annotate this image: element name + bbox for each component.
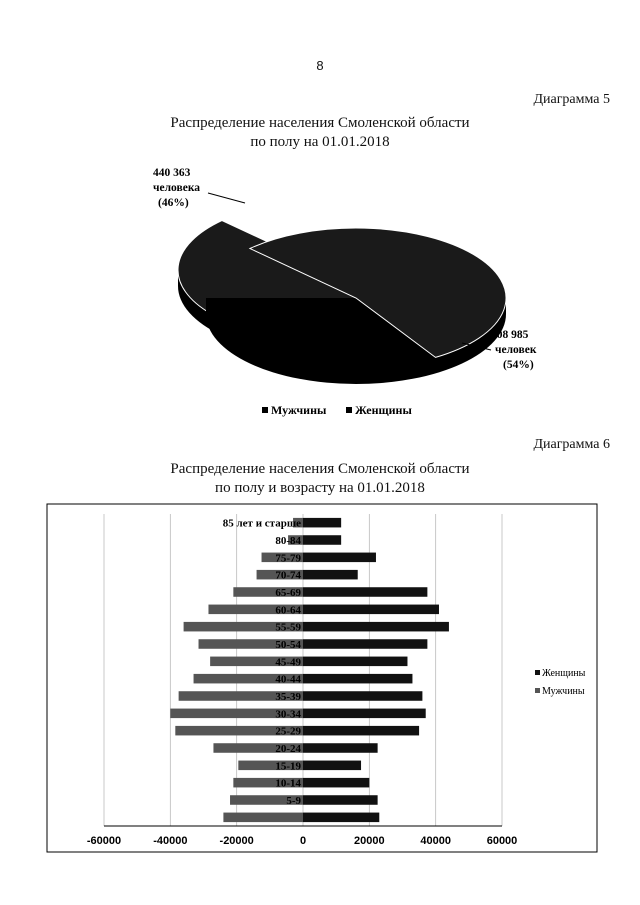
bar-women [303,726,419,736]
age-group-label: 35-39 [275,691,301,703]
bar-women [303,535,341,545]
x-tick-label: -40000 [153,835,188,847]
bar-women [303,761,361,771]
age-group-label: 85 лет и старше [222,517,301,530]
legend-swatch-women [535,670,540,675]
age-group-label: 70-74 [275,569,301,582]
bar-women [303,622,449,632]
legend-label-women: Женщины [542,668,586,679]
bar-women [303,795,378,805]
bar-women [303,674,412,684]
bar-women [303,709,426,719]
age-group-label: 20-24 [275,743,301,755]
age-group-label: 30-34 [275,708,301,721]
diagram-6-title-line1: Распределение населения Смоленской области [170,461,470,477]
bar-women [303,639,427,649]
age-group-label: 65-69 [275,587,301,599]
women-percent-label: (54%) [503,359,534,371]
age-group-label: 50-54 [275,639,301,651]
men-count-label: 440 363 [153,167,191,179]
diagram-5-label: Диаграмма 5 [533,92,610,107]
age-group-label: 60-64 [275,604,301,617]
age-group-label: 25-29 [275,725,301,738]
diagram-5-title-line1: Распределение населения Смоленской области [170,115,470,131]
age-group-label: 40-44 [275,673,301,686]
x-tick-label: -60000 [86,835,122,847]
legend-label-men: Мужчины [542,686,585,697]
age-group-label: 10-14 [275,777,301,790]
legend-label-women: Женщины [355,403,412,417]
women-count-label: 508 985 [491,329,529,341]
age-group-label: 80-84 [275,535,301,547]
bar-women [303,778,369,788]
x-tick-label: 0 [299,835,307,847]
age-group-label: 55-59 [275,621,301,634]
x-tick-label: 60000 [486,835,518,847]
age-group-label: 15-19 [275,760,301,773]
bar-women [303,813,379,823]
bar-women [303,657,407,667]
legend-swatch-men [535,688,540,693]
bar-women [303,691,422,701]
bar-men [223,813,303,823]
bar-women [303,570,358,580]
age-group-label: 75-79 [275,552,301,565]
diagram-6-title-line2: по полу и возрасту на 01.01.2018 [215,480,425,496]
bar-women [303,743,378,753]
age-group-label: 45-49 [275,656,301,669]
x-tick-label: -20000 [219,835,254,847]
page-number: 8 [316,58,324,73]
x-tick-label: 40000 [420,835,451,847]
men-percent-label: (46%) [158,197,189,209]
bar-women [303,587,427,597]
age-group-label: 5-9 [286,795,301,807]
men-unit-label: человека [153,182,201,194]
bar-women [303,605,439,615]
bar-women [303,518,341,528]
bar-women [303,553,376,563]
x-tick-label: 20000 [354,835,385,847]
women-unit-label: человек [495,344,537,356]
legend-label-men: Мужчины [271,403,327,417]
diagram-5-title-line2: по полу на 01.01.2018 [250,134,390,150]
diagram-6-label: Диаграмма 6 [533,437,610,452]
